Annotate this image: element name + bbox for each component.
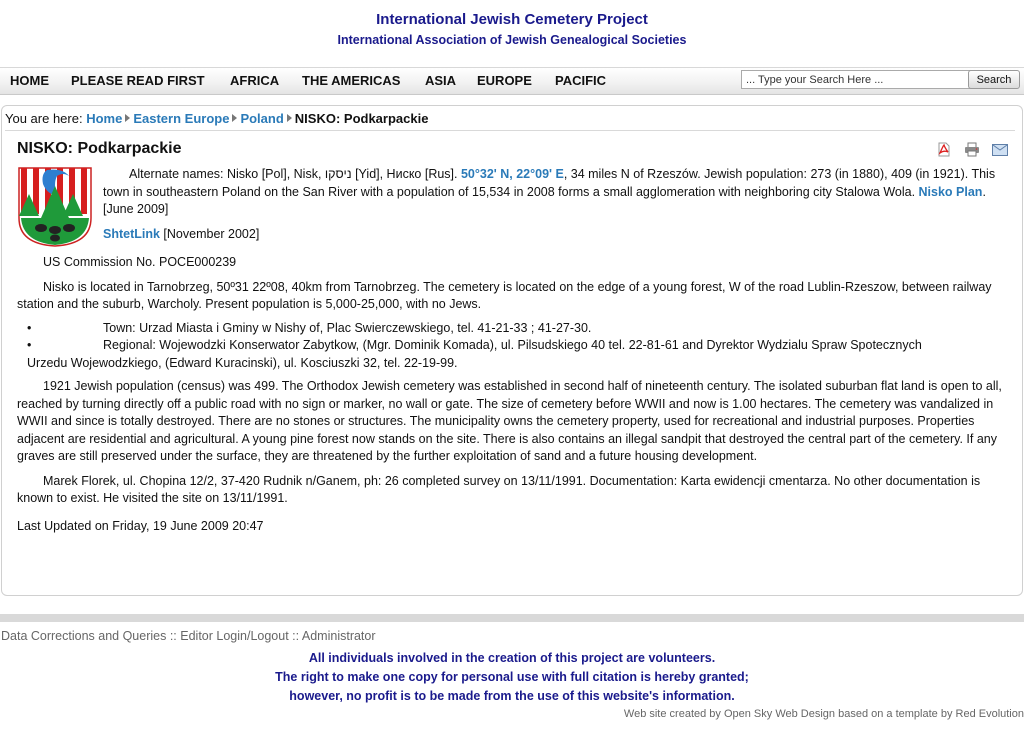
notice-line-3: however, no profit is to be made from the use of this website's information.: [289, 689, 735, 703]
volunteer-notice: [0, 649, 1024, 706]
content-area: [1, 105, 1023, 596]
nisko-plan-link[interactable]: Nisko Plan: [918, 184, 983, 199]
breadcrumb-arrow-icon: [232, 114, 237, 122]
contact-regional: Regional: Wojewodzki Konserwator Zabytkow, (Mgr. Dominik Komada), ul. Pilsudskiego 40 tel. 22-81-61 and Dyrektor Wydzialu Spraw Spotecznych: [103, 338, 922, 352]
site-credits: Web site created by Open Sky Web Design based on a template by Red Evolution: [623, 708, 1024, 720]
notice-line-1: All individuals involved in the creation of this project are volunteers.: [308, 651, 716, 665]
plan-date-text: . [June 2009]: [103, 184, 986, 216]
breadcrumb-eastern-europe[interactable]: Eastern Europe: [133, 111, 230, 126]
site-header: [0, 0, 1024, 67]
contacts-list: [17, 320, 1002, 373]
nav-please-read-first[interactable]: PLEASE READ FIRST: [71, 73, 205, 88]
breadcrumb-prefix: You are here:: [5, 111, 83, 126]
search-button[interactable]: Search: [968, 70, 1020, 89]
search-input[interactable]: [741, 70, 971, 89]
breadcrumb-arrow-icon: [287, 114, 292, 122]
nav-asia[interactable]: ASIA: [425, 73, 457, 88]
main-nav: [0, 67, 1024, 95]
administrator-link[interactable]: Administrator: [301, 629, 376, 643]
breadcrumb-poland[interactable]: Poland: [240, 111, 284, 126]
coordinates-link[interactable]: 50°32' N, 22°09' E: [460, 167, 564, 181]
shtetlink-date: [November 2002]: [159, 226, 260, 241]
site-title: International Jewish Cemetery Project: [376, 11, 648, 28]
list-item: [17, 320, 1002, 338]
breadcrumb: [5, 110, 1015, 131]
list-item: [17, 337, 1002, 372]
contact-regional-cont: Urzedu Wojewodzkiego, (Edward Kuracinski), ul. Kosciuszki 32, tel. 22-19-99.: [27, 355, 458, 370]
contact-town: Town: Urzad Miasta i Gminy w Nishy of, Plac Swierczewskiego, tel. 41-21-33 ; 41-27-30.: [103, 320, 592, 335]
breadcrumb-home[interactable]: Home: [86, 111, 123, 126]
notice-line-2: The right to make one copy for personal use with full citation is hereby granted;: [275, 670, 749, 684]
page-title: NISKO: Podkarpackie: [17, 140, 182, 157]
editor-login-link[interactable]: Editor Login/Logout: [180, 629, 289, 643]
nav-europe[interactable]: EUROPE: [477, 73, 532, 88]
nisko-coat-of-arms-icon: [17, 166, 93, 248]
commission-number: US Commission No. POCE000239: [43, 255, 237, 269]
email-icon[interactable]: [992, 143, 1008, 161]
site-subtitle: International Association of Jewish Genealogical Societies: [337, 33, 687, 47]
location-paragraph: Nisko is located in Tarnobrzeg, 50º31 22º08, 40km from Tarnobrzeg. The cemetery is located on the edge of a young forest, W of the road Lublin-Rzeszow, between railway station and the suburb, Warcholy. Present population is 5,000-25,000, with no Jews.: [17, 279, 992, 311]
nav-the-americas[interactable]: THE AMERICAS: [302, 73, 401, 88]
footer-separator: ::: [288, 629, 302, 643]
footer-links: [1, 629, 376, 643]
print-icon[interactable]: [964, 142, 980, 162]
alternate-names-paragraph: [17, 166, 1002, 219]
survey-paragraph: Marek Florek, ul. Chopina 12/2, 37-420 Rudnik n/Ganem, ph: 26 completed survey on 13/11/1991. Documentation: Karta ewidencji cmentarza. No other documentation is known to exist. He visited the site on 13/11/1991.: [17, 473, 981, 505]
article-body: [17, 166, 1002, 535]
history-paragraph: 1921 Jewish population (census) was 499. The Orthodox Jewish cemetery was established in second half of nineteenth century. The isolated suburban flat land is open to all, reached by turning directly off a public road with no sign or marker, no wall or gate. The size of cemetery before WWII and now is 1.00 hectares. The cemetery was vandalized in WWII and since is totally destroyed. There are no stones or structures. The municipality owns the cemetery property, used for recreational and industrial purposes. Properties adjacent are residential and agricultural. A young pine forest now stands on the site. There is also contains an illegal sandpit that destroyed the central part of the cemetery. If any graves are still preserved under the surface, they are threatened by the further exploitation of sand and a future housing development.: [17, 379, 1002, 463]
article-tools: [929, 142, 1008, 162]
footer-divider: [0, 614, 1024, 622]
shtetlink-paragraph: [17, 226, 1002, 244]
data-corrections-link[interactable]: Data Corrections and Queries: [1, 629, 167, 643]
population-text: , 34 miles N of Rzeszów. Jewish population: 273 (in 1880), 409 (in 1921). This town in southeastern Poland on the San River with a population of 15,534 in 2008 forms a small agglomeration with neighboring city Stalowa Wola.: [103, 167, 996, 199]
shtetlink-link[interactable]: ShtetLink: [103, 226, 160, 241]
breadcrumb-arrow-icon: [125, 114, 130, 122]
nav-pacific[interactable]: PACIFIC: [555, 73, 607, 88]
last-updated: Last Updated on Friday, 19 June 2009 20:47: [17, 518, 264, 533]
breadcrumb-current: NISKO: Podkarpackie: [294, 111, 429, 126]
footer-separator: ::: [166, 629, 181, 643]
pdf-icon[interactable]: [937, 142, 951, 162]
nav-africa[interactable]: AFRICA: [230, 73, 280, 88]
alt-names-text: Alternate names: Nisko [Pol], Nisk, ניסקו [Yid], Ниско [Rus].: [129, 167, 461, 181]
nav-home[interactable]: HOME: [10, 73, 49, 88]
